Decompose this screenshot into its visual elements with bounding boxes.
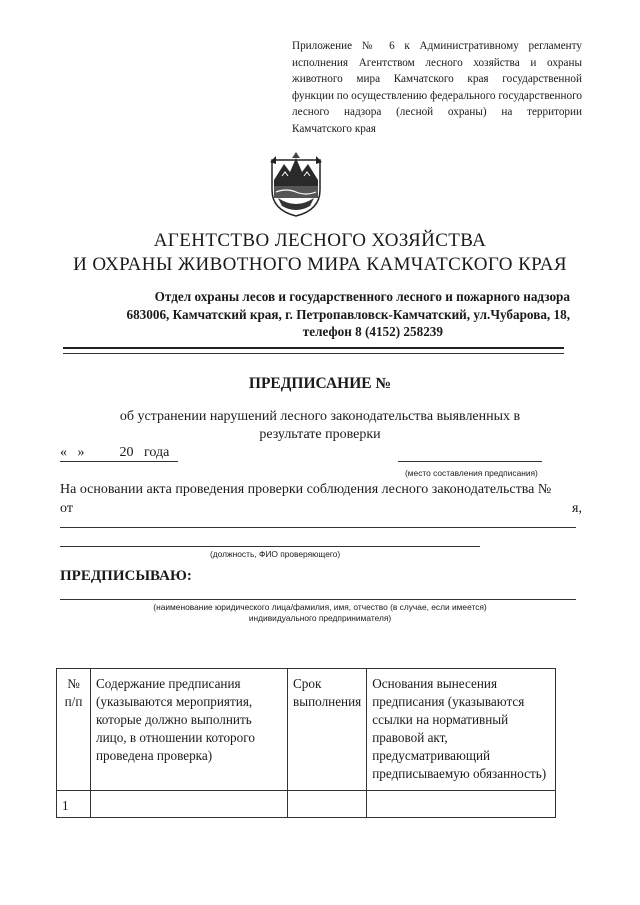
inspector-field-line-1 bbox=[60, 527, 576, 528]
entity-field-line bbox=[60, 599, 576, 600]
annex-note: Приложение № 6 к Административному регламенту исполнения Агентством лесного хозяйства и охраны животного мира Камчатского края государственной функции по осуществлению федерального государственного лесного надзора (лесной охраны) на территории Камчатского края bbox=[292, 40, 582, 135]
cell-basis bbox=[367, 791, 556, 818]
cell-deadline bbox=[288, 791, 367, 818]
basis-from: от bbox=[60, 501, 73, 516]
coat-of-arms-icon bbox=[270, 150, 322, 218]
header-deadline: Срок выполнения bbox=[288, 669, 367, 791]
date-field: « » 20 года bbox=[60, 445, 170, 460]
basis-line-1: На основании акта проведения проверки соблюдения лесного законодательства № bbox=[60, 482, 552, 497]
document-subtitle: об устранении нарушений лесного законодательства выявленных в результате проверки bbox=[119, 409, 521, 442]
header-basis: Основания вынесения предписания (указываются ссылки на нормативный правовой акт, предусматривающий предписываемую обязанность) bbox=[367, 669, 556, 791]
header-content: Содержание предписания (указываются мероприятия, которые должно выполнить лицо, в отношении которого проведена проверка) bbox=[91, 669, 288, 791]
department-name: Отдел охраны лесов и государственного лесного и пожарного надзора bbox=[154, 289, 570, 304]
table-header-row bbox=[57, 669, 556, 791]
header-number: № п/п bbox=[57, 669, 91, 791]
inspector-caption: (должность, ФИО проверяющего) bbox=[210, 549, 341, 559]
header-rule-thin bbox=[63, 353, 564, 354]
place-field-line bbox=[398, 461, 542, 462]
department-phone: телефон 8 (4152) 258239 bbox=[302, 324, 443, 339]
document-title: ПРЕДПИСАНИЕ № bbox=[248, 375, 392, 392]
agency-name-line2: И ОХРАНЫ ЖИВОТНОГО МИРА КАМЧАТСКОГО КРАЯ bbox=[73, 254, 567, 275]
cell-content bbox=[91, 791, 288, 818]
entity-caption: (наименование юридического лица/фамилия, имя, отчество (в случае, если имеется) индивидуального предпринимателя) bbox=[153, 602, 487, 623]
inspector-field-line-2 bbox=[60, 546, 480, 547]
basis-line-2 bbox=[60, 499, 582, 518]
agency-name-line1: АГЕНТСТВО ЛЕСНОГО ХОЗЯЙСТВА bbox=[153, 230, 487, 251]
place-caption: (место составления предписания) bbox=[405, 468, 538, 478]
table-row bbox=[57, 791, 556, 818]
date-underline bbox=[60, 461, 178, 462]
department-address: 683006, Камчатский края, г. Петропавловск-Камчатский, ул.Чубарова, 18, bbox=[126, 307, 570, 322]
basis-text bbox=[60, 480, 582, 518]
header-rule-thick bbox=[63, 347, 564, 349]
basis-i: я, bbox=[572, 501, 582, 516]
prescription-table bbox=[56, 668, 556, 818]
prescribe-heading: ПРЕДПИСЫВАЮ: bbox=[60, 568, 192, 584]
cell-number: 1 bbox=[57, 791, 91, 818]
